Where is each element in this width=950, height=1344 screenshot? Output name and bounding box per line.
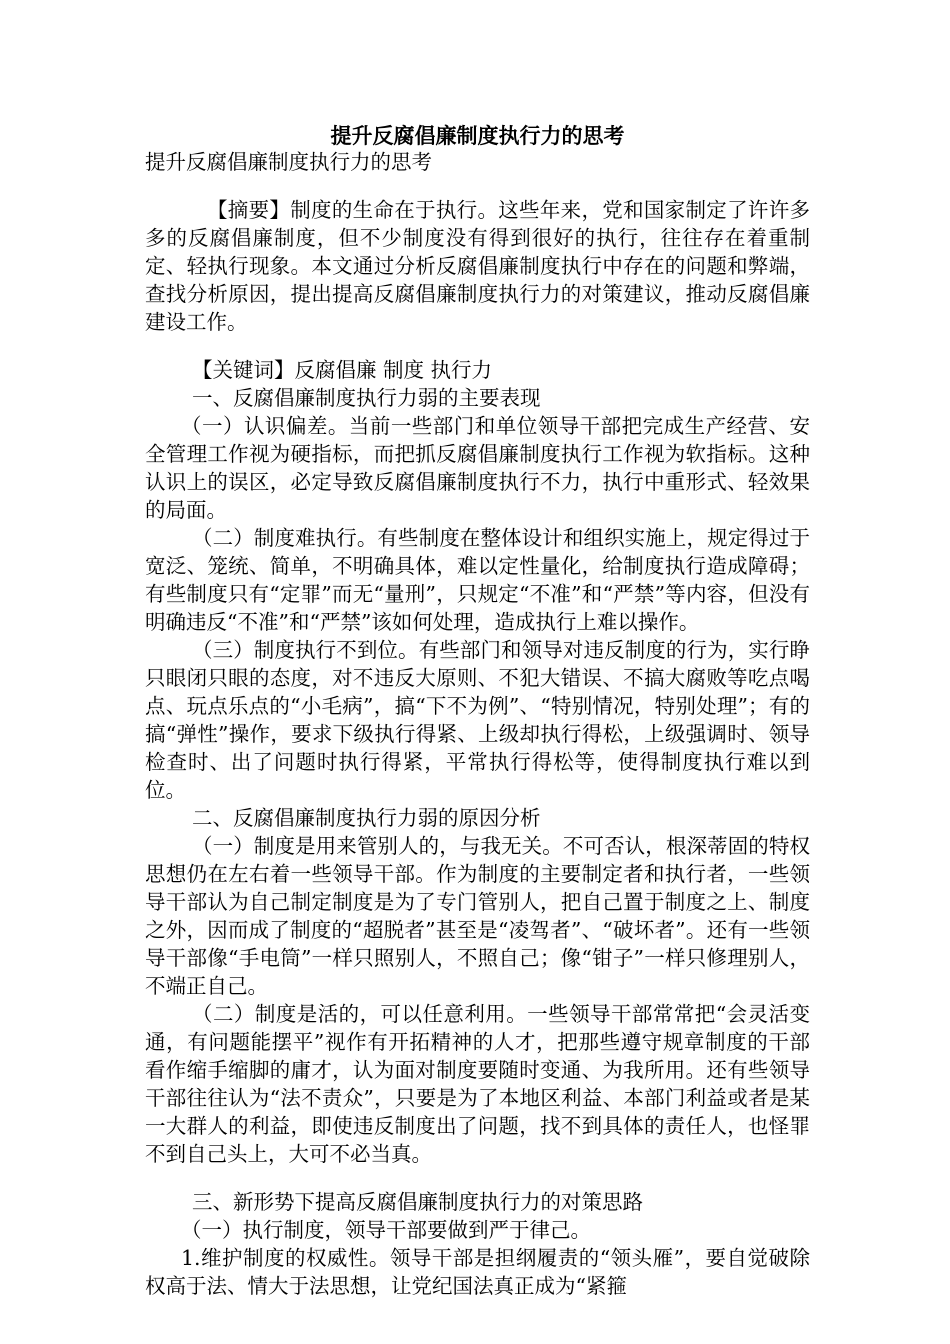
section2-paragraph-1: （一）制度是用来管别人的，与我无关。不可否认，根深蒂固的特权思想仍在左右着一些领导干部。作为制度的主要制定者和执行者，一些领导干部认为自己制定制度是为了专门管别人，把自己置于制度之上、制度之外，因而成了制度的“超脱者”甚至是“凌驾者”、“破坏者”。还有一些领导干部像“手电筒”一样只照别人，不照自己；像“钳子”一样只修理别人，不端正自己。: [145, 834, 810, 998]
section3-paragraph-1: 1.维护制度的权威性。领导干部是担纲履责的“领头雁”，要自觉破除权高于法、情大于法思想，让党纪国法真正成为“紧箍: [145, 1246, 810, 1298]
section1-paragraph-3: （三）制度执行不到位。有些部门和领导对违反制度的行为，实行睁只眼闭只眼的态度，对不违反大原则、不犯大错误、不搞大腐败等吃点喝点、玩点乐点的“小毛病”，搞“下不为例”、“特别情况，特别处理”；有的搞“弹性”操作，要求下级执行得紧、上级却执行得松，上级强调时、领导检查时、出了问题时执行得紧，平常执行得松等，使得制度执行难以到位。: [145, 638, 810, 802]
keywords-line: 【关键词】反腐倡廉 制度 执行力: [192, 358, 493, 382]
section-heading-2: 二、反腐倡廉制度执行力弱的原因分析: [192, 806, 541, 830]
section-heading-3: 三、新形势下提高反腐倡廉制度执行力的对策思路: [192, 1190, 643, 1214]
section-heading-1: 一、反腐倡廉制度执行力弱的主要表现: [192, 386, 541, 410]
section1-paragraph-1: （一）认识偏差。当前一些部门和单位领导干部把完成生产经营、安全管理工作视为硬指标，而把抓反腐倡廉制度执行工作视为软指标。这种认识上的误区，必定导致反腐倡廉制度执行不力，执行中重形式、轻效果的局面。: [145, 414, 810, 522]
spacer: [145, 1168, 810, 1188]
section3-subheading-1: （一）执行制度，领导干部要做到严于律己。: [181, 1218, 591, 1242]
section2-paragraph-2: （二）制度是活的，可以任意利用。一些领导干部常常把“会灵活变通，有问题能摆平”视作有开拓精神的人才，把那些遵守规章制度的干部看作缩手缩脚的庸才，认为面对制度要随时变通、为我所用。还有些领导干部往往认为“法不责众”，只要是为了本地区利益、本部门利益或者是某一大群人的利益，即使违反制度出了问题，找不到具体的责任人，也怪罪不到自己头上，大可不必当真。: [145, 1002, 810, 1166]
spacer: [145, 176, 810, 196]
spacer: [145, 336, 810, 356]
abstract-paragraph: 【摘要】制度的生命在于执行。这些年来，党和国家制定了许许多多的反腐倡廉制度，但不少制度没有得到很好的执行，往往存在着重制定、轻执行现象。本文通过分析反腐倡廉制度执行中存在的问题和弊端，查找分析原因，提出提高反腐倡廉制度执行力的对策建议，推动反腐倡廉建设工作。: [145, 198, 810, 334]
document-page: [145, 120, 810, 1300]
section1-paragraph-2: （二）制度难执行。有些制度在整体设计和组织实施上，规定得过于宽泛、笼统、简单，不明确具体，难以定性量化，给制度执行造成障碍；有些制度只有“定罪”而无“量刑”，只规定“不准”和“严禁”等内容，但没有明确违反“不准”和“严禁”该如何处理，造成执行上难以操作。: [145, 526, 810, 634]
document-title: 提升反腐倡廉制度执行力的思考: [330, 123, 625, 148]
document-subtitle: 提升反腐倡廉制度执行力的思考: [145, 150, 432, 174]
